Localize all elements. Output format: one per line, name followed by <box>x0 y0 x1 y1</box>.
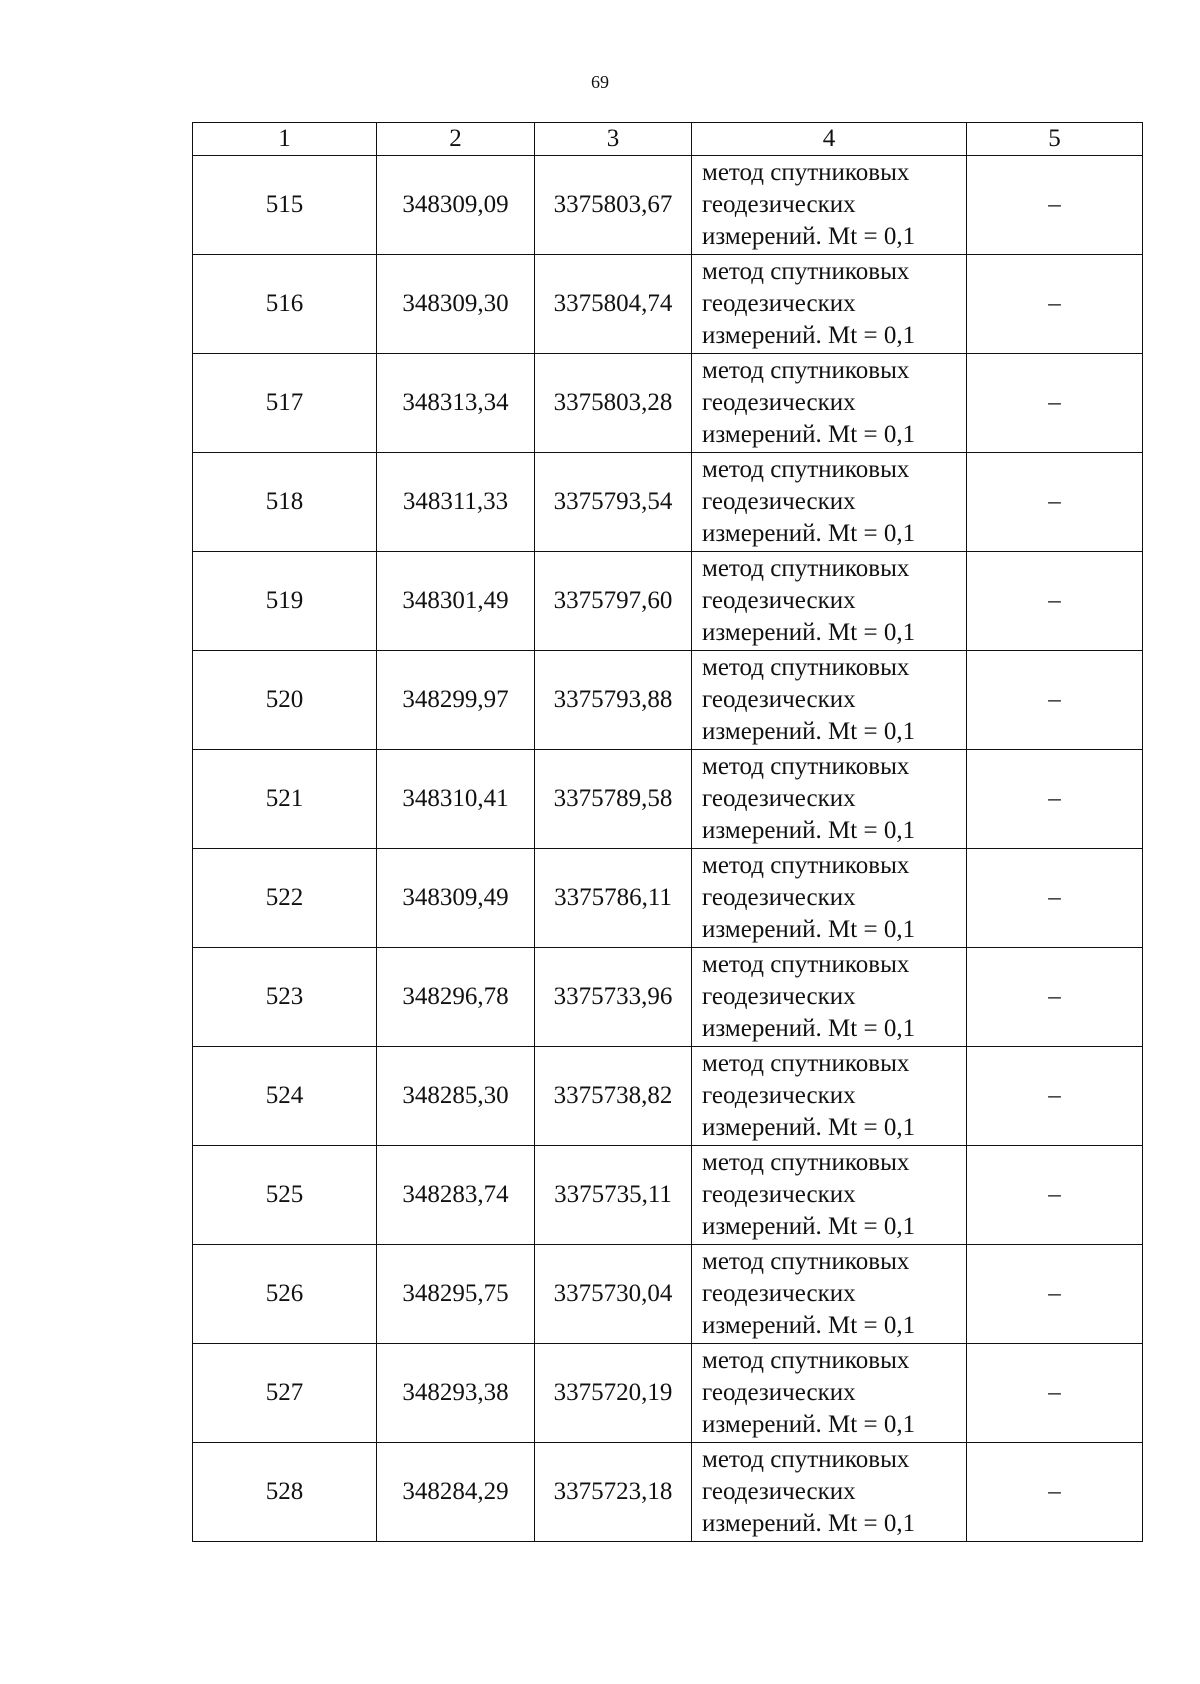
method-text-line: метод спутниковых <box>702 951 910 978</box>
method-text-line: геодезических <box>702 785 856 812</box>
method-text-line: геодезических <box>702 686 856 713</box>
x-coordinate-cell: 348283,74 <box>377 1146 535 1245</box>
y-coordinate-cell: 3375793,54 <box>535 453 692 552</box>
method-cell <box>692 1146 967 1245</box>
y-coordinate-cell: 3375735,11 <box>535 1146 692 1245</box>
table-row <box>193 750 1143 849</box>
note-cell: – <box>967 156 1143 255</box>
method-cell <box>692 1047 967 1146</box>
y-coordinate-cell: 3375733,96 <box>535 948 692 1047</box>
y-coordinate-cell: 3375738,82 <box>535 1047 692 1146</box>
note-cell: – <box>967 750 1143 849</box>
note-cell: – <box>967 849 1143 948</box>
method-text-line: геодезических <box>702 983 856 1010</box>
method-text-line: измерений. Mt = 0,1 <box>702 520 916 547</box>
note-cell: – <box>967 453 1143 552</box>
method-text-line: метод спутниковых <box>702 1149 910 1176</box>
note-cell: – <box>967 1245 1143 1344</box>
x-coordinate-cell: 348299,97 <box>377 651 535 750</box>
method-text-line: измерений. Mt = 0,1 <box>702 916 916 943</box>
y-coordinate-cell: 3375797,60 <box>535 552 692 651</box>
point-number-cell: 519 <box>193 552 377 651</box>
point-number-cell: 521 <box>193 750 377 849</box>
table-row <box>193 651 1143 750</box>
x-coordinate-cell: 348313,34 <box>377 354 535 453</box>
method-text-line: геодезических <box>702 191 856 218</box>
column-header: 2 <box>377 123 535 156</box>
method-cell <box>692 1344 967 1443</box>
note-cell: – <box>967 354 1143 453</box>
column-header: 4 <box>692 123 967 156</box>
x-coordinate-cell: 348309,09 <box>377 156 535 255</box>
point-number-cell: 525 <box>193 1146 377 1245</box>
method-text-line: метод спутниковых <box>702 852 910 879</box>
table-row <box>193 948 1143 1047</box>
method-cell <box>692 156 967 255</box>
table-body <box>193 156 1143 1542</box>
note-cell: – <box>967 552 1143 651</box>
note-cell: – <box>967 948 1143 1047</box>
method-text-line: измерений. Mt = 0,1 <box>702 322 916 349</box>
column-header: 1 <box>193 123 377 156</box>
point-number-cell: 522 <box>193 849 377 948</box>
method-text-line: измерений. Mt = 0,1 <box>702 1015 916 1042</box>
y-coordinate-cell: 3375803,28 <box>535 354 692 453</box>
point-number-cell: 518 <box>193 453 377 552</box>
note-cell: – <box>967 1146 1143 1245</box>
method-text-line: геодезических <box>702 1379 856 1406</box>
method-text-line: геодезических <box>702 587 856 614</box>
method-text-line: метод спутниковых <box>702 258 910 285</box>
method-cell <box>692 1443 967 1542</box>
method-cell <box>692 750 967 849</box>
method-text-line: измерений. Mt = 0,1 <box>702 1114 916 1141</box>
method-text-line: метод спутниковых <box>702 654 910 681</box>
y-coordinate-cell: 3375804,74 <box>535 255 692 354</box>
method-text-line: измерений. Mt = 0,1 <box>702 1312 916 1339</box>
method-cell <box>692 651 967 750</box>
x-coordinate-cell: 348296,78 <box>377 948 535 1047</box>
table-row <box>193 1344 1143 1443</box>
table-row <box>193 552 1143 651</box>
method-text-line: метод спутниковых <box>702 1446 910 1473</box>
table-row <box>193 354 1143 453</box>
method-text-line: измерений. Mt = 0,1 <box>702 421 916 448</box>
method-text-line: геодезических <box>702 1082 856 1109</box>
x-coordinate-cell: 348309,49 <box>377 849 535 948</box>
method-cell <box>692 849 967 948</box>
method-text-line: геодезических <box>702 488 856 515</box>
method-text-line: геодезических <box>702 884 856 911</box>
method-text-line: измерений. Mt = 0,1 <box>702 1213 916 1240</box>
method-text-line: геодезических <box>702 1280 856 1307</box>
note-cell: – <box>967 651 1143 750</box>
point-number-cell: 527 <box>193 1344 377 1443</box>
y-coordinate-cell: 3375730,04 <box>535 1245 692 1344</box>
method-text-line: измерений. Mt = 0,1 <box>702 1510 916 1537</box>
table-row <box>193 453 1143 552</box>
table-row <box>193 849 1143 948</box>
table-row <box>193 1245 1143 1344</box>
point-number-cell: 515 <box>193 156 377 255</box>
point-number-cell: 516 <box>193 255 377 354</box>
method-cell <box>692 453 967 552</box>
note-cell: – <box>967 255 1143 354</box>
x-coordinate-cell: 348295,75 <box>377 1245 535 1344</box>
method-cell <box>692 552 967 651</box>
method-text-line: измерений. Mt = 0,1 <box>702 1411 916 1438</box>
method-cell <box>692 255 967 354</box>
method-text-line: измерений. Mt = 0,1 <box>702 718 916 745</box>
method-text-line: геодезических <box>702 1478 856 1505</box>
x-coordinate-cell: 348311,33 <box>377 453 535 552</box>
y-coordinate-cell: 3375803,67 <box>535 156 692 255</box>
method-text-line: измерений. Mt = 0,1 <box>702 223 916 250</box>
y-coordinate-cell: 3375793,88 <box>535 651 692 750</box>
table-row <box>193 1047 1143 1146</box>
y-coordinate-cell: 3375720,19 <box>535 1344 692 1443</box>
note-cell: – <box>967 1344 1143 1443</box>
method-text-line: геодезических <box>702 389 856 416</box>
method-text-line: метод спутниковых <box>702 159 910 186</box>
x-coordinate-cell: 348301,49 <box>377 552 535 651</box>
x-coordinate-cell: 348310,41 <box>377 750 535 849</box>
point-number-cell: 523 <box>193 948 377 1047</box>
page-number: 69 <box>591 72 609 92</box>
table-row <box>193 1443 1143 1542</box>
y-coordinate-cell: 3375786,11 <box>535 849 692 948</box>
x-coordinate-cell: 348293,38 <box>377 1344 535 1443</box>
x-coordinate-cell: 348309,30 <box>377 255 535 354</box>
header-row <box>193 123 1143 156</box>
method-cell <box>692 1245 967 1344</box>
point-number-cell: 526 <box>193 1245 377 1344</box>
point-number-cell: 524 <box>193 1047 377 1146</box>
method-text-line: метод спутниковых <box>702 753 910 780</box>
point-number-cell: 528 <box>193 1443 377 1542</box>
y-coordinate-cell: 3375789,58 <box>535 750 692 849</box>
coordinates-table <box>192 122 1143 1542</box>
table-row <box>193 156 1143 255</box>
method-text-line: геодезических <box>702 1181 856 1208</box>
method-text-line: метод спутниковых <box>702 456 910 483</box>
method-text-line: геодезических <box>702 290 856 317</box>
x-coordinate-cell: 348284,29 <box>377 1443 535 1542</box>
method-text-line: метод спутниковых <box>702 1050 910 1077</box>
column-header: 5 <box>967 123 1143 156</box>
point-number-cell: 517 <box>193 354 377 453</box>
method-text-line: метод спутниковых <box>702 357 910 384</box>
note-cell: – <box>967 1443 1143 1542</box>
y-coordinate-cell: 3375723,18 <box>535 1443 692 1542</box>
method-cell <box>692 354 967 453</box>
note-cell: – <box>967 1047 1143 1146</box>
method-text-line: измерений. Mt = 0,1 <box>702 817 916 844</box>
table-row <box>193 1146 1143 1245</box>
method-cell <box>692 948 967 1047</box>
table-row <box>193 255 1143 354</box>
method-text-line: метод спутниковых <box>702 1347 910 1374</box>
point-number-cell: 520 <box>193 651 377 750</box>
method-text-line: измерений. Mt = 0,1 <box>702 619 916 646</box>
x-coordinate-cell: 348285,30 <box>377 1047 535 1146</box>
method-text-line: метод спутниковых <box>702 1248 910 1275</box>
column-header: 3 <box>535 123 692 156</box>
method-text-line: метод спутниковых <box>702 555 910 582</box>
